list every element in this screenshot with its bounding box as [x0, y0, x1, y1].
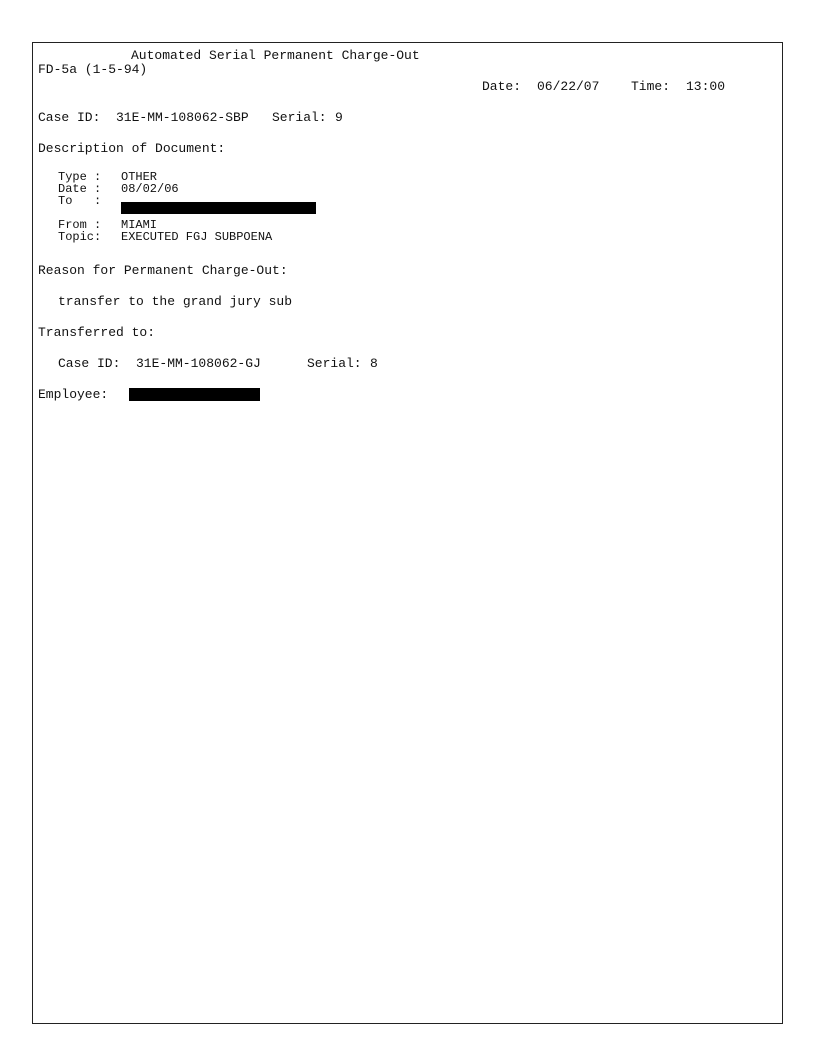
type-value: OTHER — [121, 170, 158, 184]
transfer-heading: Transferred to: — [38, 325, 156, 340]
from-label: From : — [58, 218, 102, 232]
reason-text: transfer to the grand jury sub — [58, 294, 293, 309]
date-field-value: 08/02/06 — [121, 182, 179, 196]
type-label: Type : — [58, 170, 102, 184]
date-value: 06/22/07 — [537, 79, 600, 94]
serial-value: 9 — [335, 110, 343, 125]
employee-label: Employee: — [38, 387, 109, 402]
topic-value: EXECUTED FGJ SUBPOENA — [121, 230, 273, 244]
transfer-serial-value: 8 — [370, 356, 378, 371]
to-label: To : — [58, 194, 102, 208]
case-id-value: 31E-MM-108062-SBP — [116, 110, 249, 125]
from-value: MIAMI — [121, 218, 158, 232]
transfer-serial-label: Serial: — [307, 356, 362, 371]
to-redaction — [121, 202, 316, 214]
date-label: Date: — [482, 79, 522, 94]
date-field-label: Date : — [58, 182, 102, 196]
form-id: FD-5a (1-5-94) — [38, 62, 148, 77]
transfer-case-id-value: 31E-MM-108062-GJ — [136, 356, 261, 371]
time-value: 13:00 — [686, 79, 726, 94]
employee-redaction — [129, 388, 260, 401]
time-label: Time: — [631, 79, 671, 94]
topic-label: Topic: — [58, 230, 102, 244]
transfer-case-id-label: Case ID: — [58, 356, 121, 371]
case-id-label: Case ID: — [38, 110, 101, 125]
reason-heading: Reason for Permanent Charge-Out: — [38, 263, 288, 278]
document-title: Automated Serial Permanent Charge-Out — [131, 48, 420, 63]
serial-label: Serial: — [272, 110, 327, 125]
description-heading: Description of Document: — [38, 141, 226, 156]
